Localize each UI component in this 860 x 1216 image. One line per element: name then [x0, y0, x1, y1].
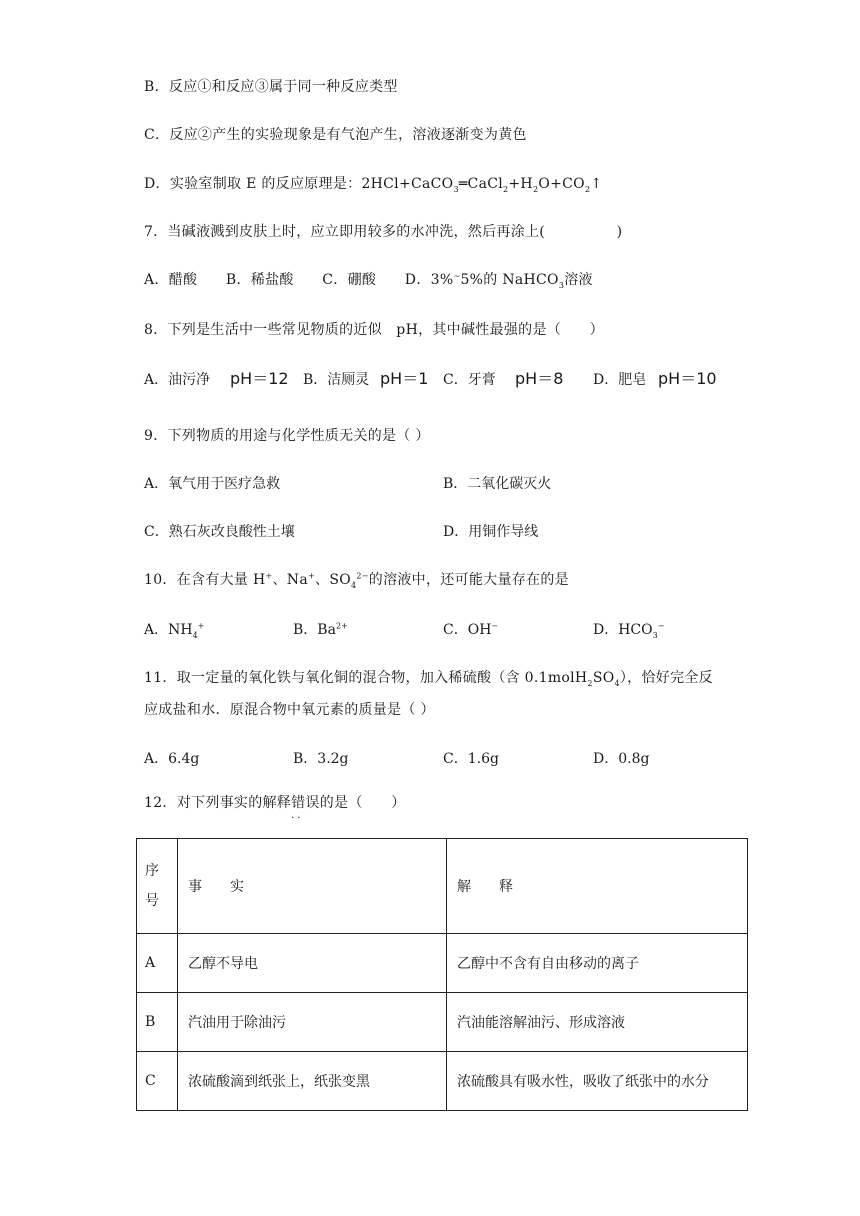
row-fact: 浓硫酸滴到纸张上，纸张变黑: [178, 1052, 447, 1111]
q11-option-d: D．0.8g: [593, 751, 650, 767]
q9-option-c: C．熟石灰改良酸性土壤: [144, 524, 295, 540]
row-explanation: 汽油能溶解油污、形成溶液: [447, 993, 748, 1052]
q6-option-c: C．反应②产生的实验现象是有气泡产生，溶液逐渐变为黄色: [144, 127, 527, 143]
q7-stem: 7．当碱液溅到皮肤上时，应立即用较多的水冲洗，然后再涂上( ): [144, 224, 623, 240]
row-explanation: 乙醇中不含有自由移动的离子: [447, 934, 748, 993]
q9-option-d: D．用铜作导线: [443, 524, 539, 540]
header-seq: 序 号: [137, 839, 178, 934]
q6-option-d: D．实验室制取 E 的反应原理是：$2HCl+CaCO_3═CaCl_2+H_2O+CO_2↑$: [144, 176, 603, 194]
q10-option-d: D．$HCO_3^-$: [593, 621, 665, 640]
header-explanation: 解 释: [447, 839, 748, 934]
q11-option-b: B．3.2g: [293, 751, 349, 767]
header-fact: 事 实: [178, 839, 447, 934]
table-header-row: [137, 839, 748, 934]
q11-option-c: C．1.6g: [443, 751, 499, 767]
q8-option-b-ph: pH＝1: [380, 369, 429, 388]
row-fact: 汽油用于除油污: [178, 993, 447, 1052]
q10-option-c: C．OH−: [443, 621, 499, 638]
q8-option-a: A．油污净: [144, 372, 211, 388]
row-seq: A: [137, 934, 178, 993]
row-fact: 乙醇不导电: [178, 934, 447, 993]
q10-stem: 10．在含有大量 H+、Na+、$SO_4^{2-}$的溶液中，还可能大量存在的是: [144, 571, 569, 590]
q7-options: A．醋酸 B．稀盐酸 C．硼酸 D．3%~5%的 NaHCO$_3$溶液: [144, 271, 593, 290]
row-explanation: 浓硫酸具有吸水性，吸收了纸张中的水分: [447, 1052, 748, 1111]
q8-option-d: D．肥皂: [593, 372, 647, 388]
table-row: [137, 993, 748, 1052]
q12-emphasis: 错误 ··: [291, 795, 320, 824]
q11-stem-line2: 应成盐和水．原混合物中氧元素的质量是（ ）: [144, 702, 435, 718]
q9-option-b: B．二氧化碳灭火: [443, 476, 552, 492]
q9-stem: 9．下列物质的用途与化学性质无关的是（ ）: [144, 428, 430, 444]
q8-option-d-ph: pH＝10: [658, 369, 717, 388]
q10-option-b: B．$Ba^{2+}$: [293, 621, 348, 638]
q11-option-a: A．6.4g: [144, 751, 200, 767]
q8-option-c-ph: pH＝8: [515, 369, 564, 388]
table-row: [137, 1052, 748, 1111]
q11-stem-line1: 11．取一定量的氧化铁与氧化铜的混合物，加入稀硫酸（含 $0.1molH_2SO_4$），恰好完全反: [144, 670, 713, 688]
row-seq: B: [137, 993, 178, 1052]
q12-table: [136, 838, 748, 1111]
q8-option-b: B．洁厕灵: [303, 372, 370, 388]
q10-option-a: A．$NH_4^+$: [144, 621, 205, 640]
q8-option-a-ph: pH＝12: [230, 369, 289, 388]
table-row: [137, 934, 748, 993]
emphasis-dots: ··: [291, 813, 304, 824]
q12-stem: 12．对下列事实的解释错误 ·· 的是（ ）: [144, 795, 406, 824]
q8-stem: 8．下列是生活中一些常见物质的近似 pH，其中碱性最强的是（ ）: [144, 322, 604, 338]
q9-option-a: A．氧气用于医疗急救: [144, 476, 281, 492]
row-seq: C: [137, 1052, 178, 1111]
q6-option-b: B．反应①和反应③属于同一种反应类型: [144, 79, 398, 95]
q8-option-c: C．牙膏: [443, 372, 496, 388]
